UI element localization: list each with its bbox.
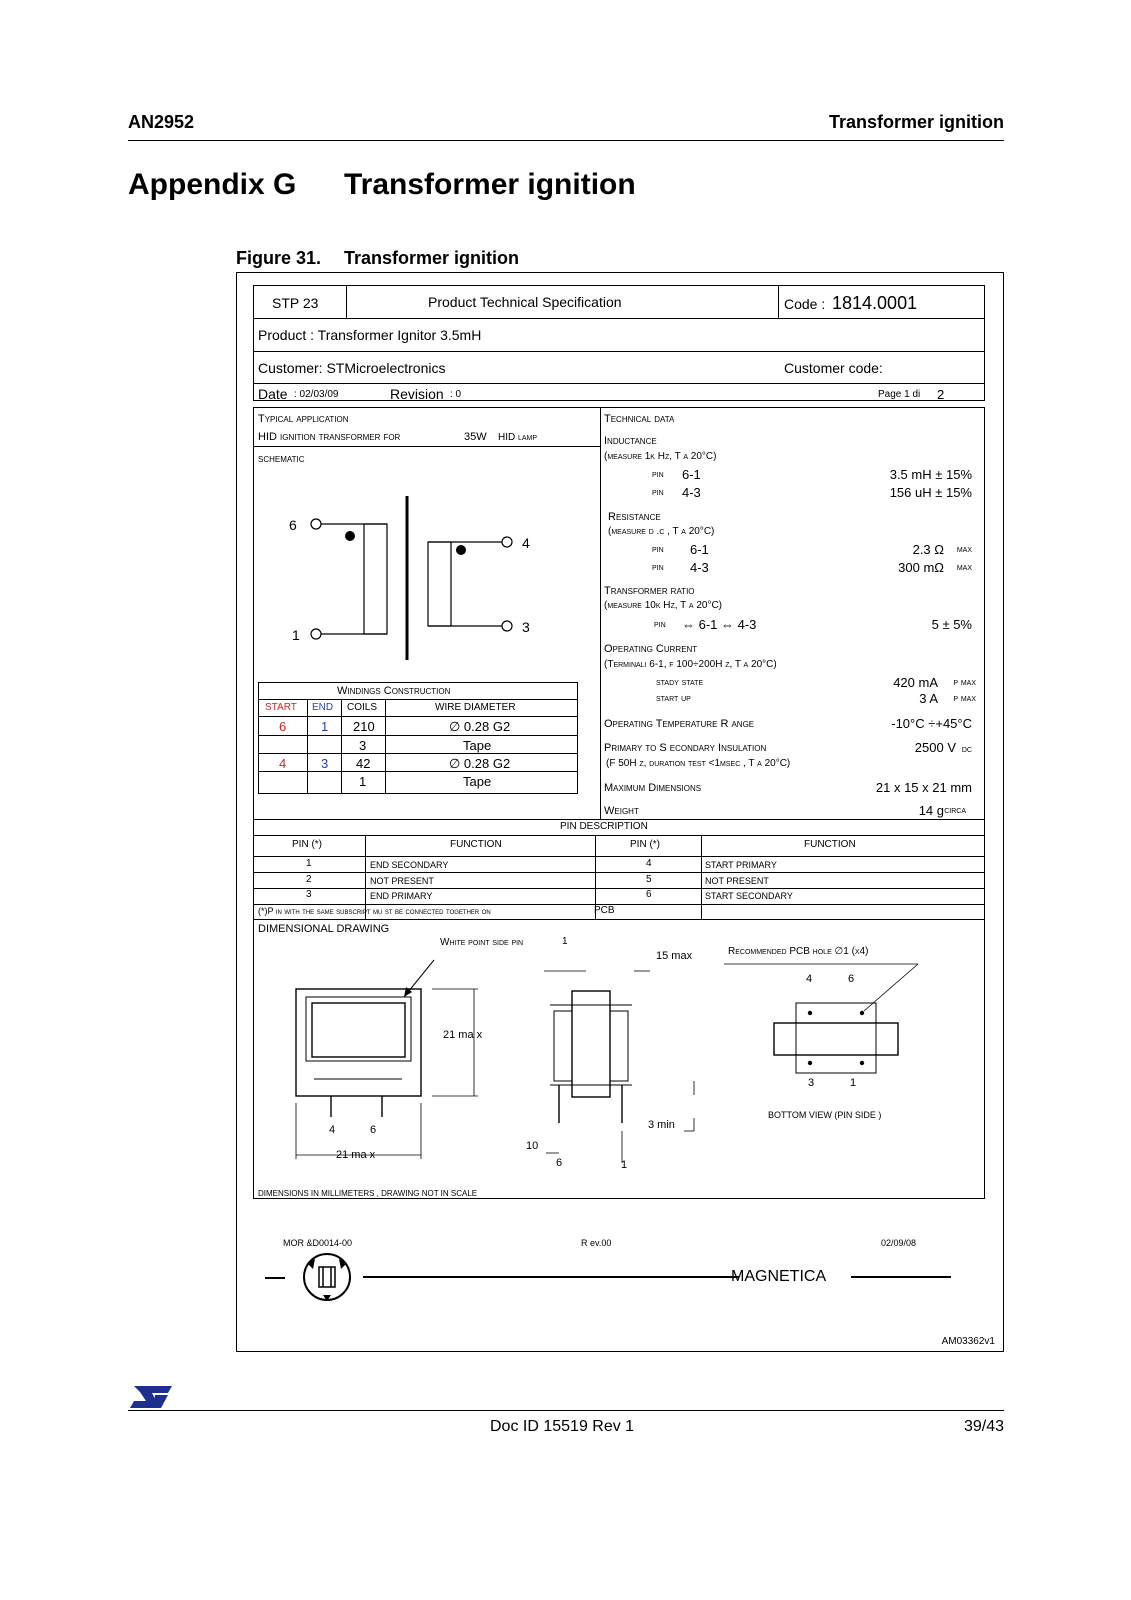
pin-number: 1 — [306, 858, 312, 869]
appendix-label: Appendix G — [128, 168, 297, 201]
footer-date: 02/09/08 — [881, 1238, 917, 1248]
startup-label: start up — [656, 693, 691, 704]
pin-note: (*)P in with the same subscript mu st be connected together on — [258, 906, 491, 916]
ten-label: 10 — [526, 1140, 539, 1152]
pin-number: 3 — [306, 889, 312, 900]
res-unit: max — [956, 544, 972, 555]
recommended-pcb-hole: Recommended PCB hole ∅1 (x4) — [728, 946, 869, 957]
application-lamp: HID lamp — [498, 432, 538, 443]
steady-value: 420 mA — [893, 675, 938, 690]
footer-revision: R ev.00 — [581, 1238, 612, 1248]
ratio-pins: ⇔ 6-1 ⇔ 4-3 — [682, 617, 757, 632]
code-value: 1814.0001 — [832, 293, 918, 313]
pcb-hole — [808, 1011, 812, 1015]
date-label: Date — [258, 386, 288, 402]
res-pins: 4-3 — [690, 560, 709, 575]
pin-number: 2 — [306, 874, 312, 885]
page-label: Page 1 di — [878, 389, 921, 400]
width-21-label: 21 ma x — [336, 1149, 376, 1161]
doc-section-title: Transformer ignition — [828, 112, 1004, 132]
winding-row-start: 4 — [279, 756, 287, 771]
weight-title: Weight — [604, 805, 639, 817]
col-coils: COILS — [347, 702, 378, 713]
res-unit: max — [956, 562, 972, 573]
pcb-hole — [808, 1061, 812, 1065]
schematic-pin-1: 1 — [292, 627, 300, 643]
pin-function: NOT PRESENT — [370, 876, 434, 886]
winding-row-coils: 42 — [356, 756, 371, 771]
ratio-measure: (measure 10k Hz, T a 20°C) — [604, 600, 722, 611]
winding-row-end: 1 — [321, 719, 329, 734]
figure-title: Transformer ignition — [344, 248, 520, 268]
page-total: 2 — [937, 387, 945, 402]
white-point-label: White point side pin — [440, 937, 524, 948]
front-pin-4: 4 — [329, 1124, 336, 1136]
ratio-value: 5 ± 5% — [931, 617, 972, 632]
insulation-test: (F 50H z, duration test <1µsec , T a 20°C) — [606, 758, 791, 769]
dimensional-drawing-title: DIMENSIONAL DRAWING — [258, 923, 390, 935]
startup-unit: p max — [953, 693, 976, 704]
page-number: 39/43 — [963, 1418, 1004, 1435]
winding-row-wire: Tape — [463, 774, 492, 789]
core-front-outline — [296, 989, 421, 1096]
secondary-winding — [428, 542, 451, 626]
pin-function: NOT PRESENT — [705, 876, 769, 886]
pin-4-terminal — [502, 537, 512, 547]
bobbin-window-outer — [306, 997, 411, 1061]
min-3-label: 3 min — [648, 1119, 675, 1131]
temperature-title: Operating Temperature R ange — [604, 718, 755, 730]
customer-line: Customer: STMicroelectronics — [258, 360, 446, 376]
ratio-title: Transformer ratio — [604, 585, 695, 597]
resistance-measure: (measure d .c , T a 20°C) — [608, 526, 715, 537]
steady-label: stady state — [656, 677, 704, 688]
application-power: 35W — [464, 431, 487, 443]
insulation-unit: dc — [961, 744, 972, 755]
function-col-a: FUNCTION — [450, 839, 502, 850]
res-pins: 6-1 — [690, 542, 709, 557]
ind-pins: 6-1 — [682, 467, 701, 482]
figure-frame — [236, 272, 1004, 1352]
ind-value: 156 uH ± 15% — [889, 485, 972, 500]
pin-6-terminal — [311, 519, 321, 529]
pin-number: 6 — [646, 889, 652, 900]
function-col-b: FUNCTION — [804, 839, 856, 850]
side-pin-6: 6 — [556, 1157, 563, 1169]
schematic-pin-3: 3 — [522, 619, 530, 635]
footer-rule — [128, 1410, 1004, 1411]
spec-standard: STP 23 — [272, 295, 319, 311]
res-value: 2.3 Ω — [912, 542, 944, 557]
insulation-title: Primary to S econdary Insulation — [604, 742, 767, 754]
bobbin-window-inner — [312, 1003, 405, 1057]
winding-row-wire: ∅ 0.28 G2 — [449, 719, 511, 734]
winding-row-end: 3 — [321, 756, 329, 771]
weight-value: 14 g — [918, 803, 944, 818]
title-block — [253, 285, 985, 401]
col-wire: WIRE DIAMETER — [435, 702, 516, 713]
pin-function: START PRIMARY — [705, 860, 777, 870]
doc-number: AN2952 — [128, 112, 195, 132]
pin-number: 5 — [646, 874, 652, 885]
pin-number: 4 — [646, 858, 652, 869]
white-point-pin: 1 — [562, 936, 568, 947]
max-15-label: 15 max — [656, 950, 693, 962]
windings-table — [258, 682, 578, 794]
customer-code: Customer code: — [784, 360, 883, 376]
core-side-outline — [572, 991, 610, 1097]
schematic-pin-4: 4 — [522, 535, 530, 551]
appendix-title: Transformer ignition — [344, 168, 636, 201]
inductance-title: Inductance — [604, 435, 657, 447]
pin-1-terminal — [311, 629, 321, 639]
magnetica-logo-icon — [295, 1249, 359, 1305]
resistance-title: Resistance — [608, 511, 661, 523]
dimensions-title: Maximum Dimensions — [604, 782, 702, 794]
date-value: : 02/03/09 — [294, 389, 339, 400]
insulation-value: 2500 V — [914, 740, 956, 755]
winding-row-wire: Tape — [463, 738, 492, 753]
revision-label: Revision — [390, 386, 444, 402]
header-rule — [128, 140, 1004, 141]
winding-row-wire: ∅ 0.28 G2 — [449, 756, 511, 771]
figure-label: Figure 31. — [236, 248, 322, 268]
current-measure: (Terminali 6-1, f 100÷200H z, T a 20°C) — [604, 659, 777, 670]
schematic-pin-6: 6 — [289, 517, 297, 533]
pin-col-a: PIN (*) — [292, 839, 322, 850]
col-end: END — [312, 702, 334, 713]
bottom-pin-6: 6 — [848, 973, 855, 985]
code-label: Code : — [784, 296, 826, 312]
bottom-pin-3: 3 — [808, 1077, 815, 1089]
application-desc-a: HID ignition transformer for — [258, 431, 401, 443]
height-21-label: 21 ma x — [443, 1029, 483, 1041]
data-block — [253, 407, 985, 1199]
pin-note-pcb: PCB — [594, 905, 615, 916]
product-line: Product : Transformer Ignitor 3.5mH — [258, 327, 482, 343]
winding-row-coils: 210 — [353, 719, 375, 734]
pin-description-title: PIN DESCRIPTION — [560, 821, 648, 832]
side-pin-1: 1 — [621, 1159, 628, 1171]
res-value: 300 mΩ — [898, 560, 944, 575]
temperature-value: -10°C ÷+45°C — [891, 716, 972, 731]
technical-data-title: Technical data — [604, 413, 675, 425]
transformer-schematic — [274, 488, 594, 688]
doc-id: Doc ID 15519 Rev 1 — [490, 1418, 635, 1435]
res-pin-label: pin — [652, 544, 664, 555]
col-start: START — [265, 702, 297, 713]
pcb-hole — [860, 1011, 864, 1015]
bottom-pin-4: 4 — [806, 973, 813, 985]
pin-col-b: PIN (*) — [630, 839, 660, 850]
res-pin-label: pin — [652, 562, 664, 573]
units-note: DIMENSIONS IN MILLIMETERS , DRAWING NOT IN SCALE — [258, 1189, 478, 1198]
ind-value: 3.5 mH ± 15% — [889, 467, 972, 482]
ind-pins: 4-3 — [682, 485, 701, 500]
pin-3-terminal — [502, 621, 512, 631]
typical-application-title: Typical application — [258, 413, 349, 425]
winding-row-start: 6 — [279, 719, 287, 734]
magnetica-brand: MAGNETICA — [731, 1268, 827, 1285]
steady-unit: p max — [953, 677, 976, 688]
primary-winding — [364, 524, 387, 634]
pin-function: START SECONDARY — [705, 891, 793, 901]
ind-pin-label: pin — [652, 469, 664, 480]
pin-function: END PRIMARY — [370, 891, 433, 901]
windings-title: Windings Construction — [337, 685, 451, 697]
weight-unit: circa — [944, 805, 966, 816]
mor-code: MOR &D0014-00 — [283, 1238, 353, 1248]
secondary-dot — [456, 545, 466, 555]
front-pin-6: 6 — [370, 1124, 377, 1136]
bottom-view-core — [774, 1023, 898, 1055]
dimensions-value: 21 x 15 x 21 mm — [875, 780, 972, 795]
st-logo-icon — [128, 1384, 174, 1410]
revision-value: : 0 — [450, 389, 462, 400]
primary-dot — [345, 531, 355, 541]
ratio-pin-label: pin — [654, 619, 666, 630]
bottom-pin-1: 1 — [850, 1077, 857, 1089]
winding-row-coils: 3 — [359, 738, 367, 753]
schematic-label: schematic — [258, 453, 305, 465]
ind-pin-label: pin — [652, 487, 664, 498]
inductance-measure: (measure 1k Hz, T a 20°C) — [604, 451, 717, 462]
figure-reference: AM03362v1 — [941, 1336, 995, 1347]
startup-value: 3 A — [919, 691, 938, 706]
winding-row-coils: 1 — [359, 774, 367, 789]
pin-function: END SECONDARY — [370, 860, 449, 870]
current-title: Operating Current — [604, 643, 698, 655]
dimensional-drawing — [254, 933, 984, 1193]
bottom-view-label: BOTTOM VIEW (PIN SIDE ) — [768, 1110, 882, 1120]
spec-title: Product Technical Specification — [428, 294, 622, 310]
pcb-hole — [860, 1061, 864, 1065]
